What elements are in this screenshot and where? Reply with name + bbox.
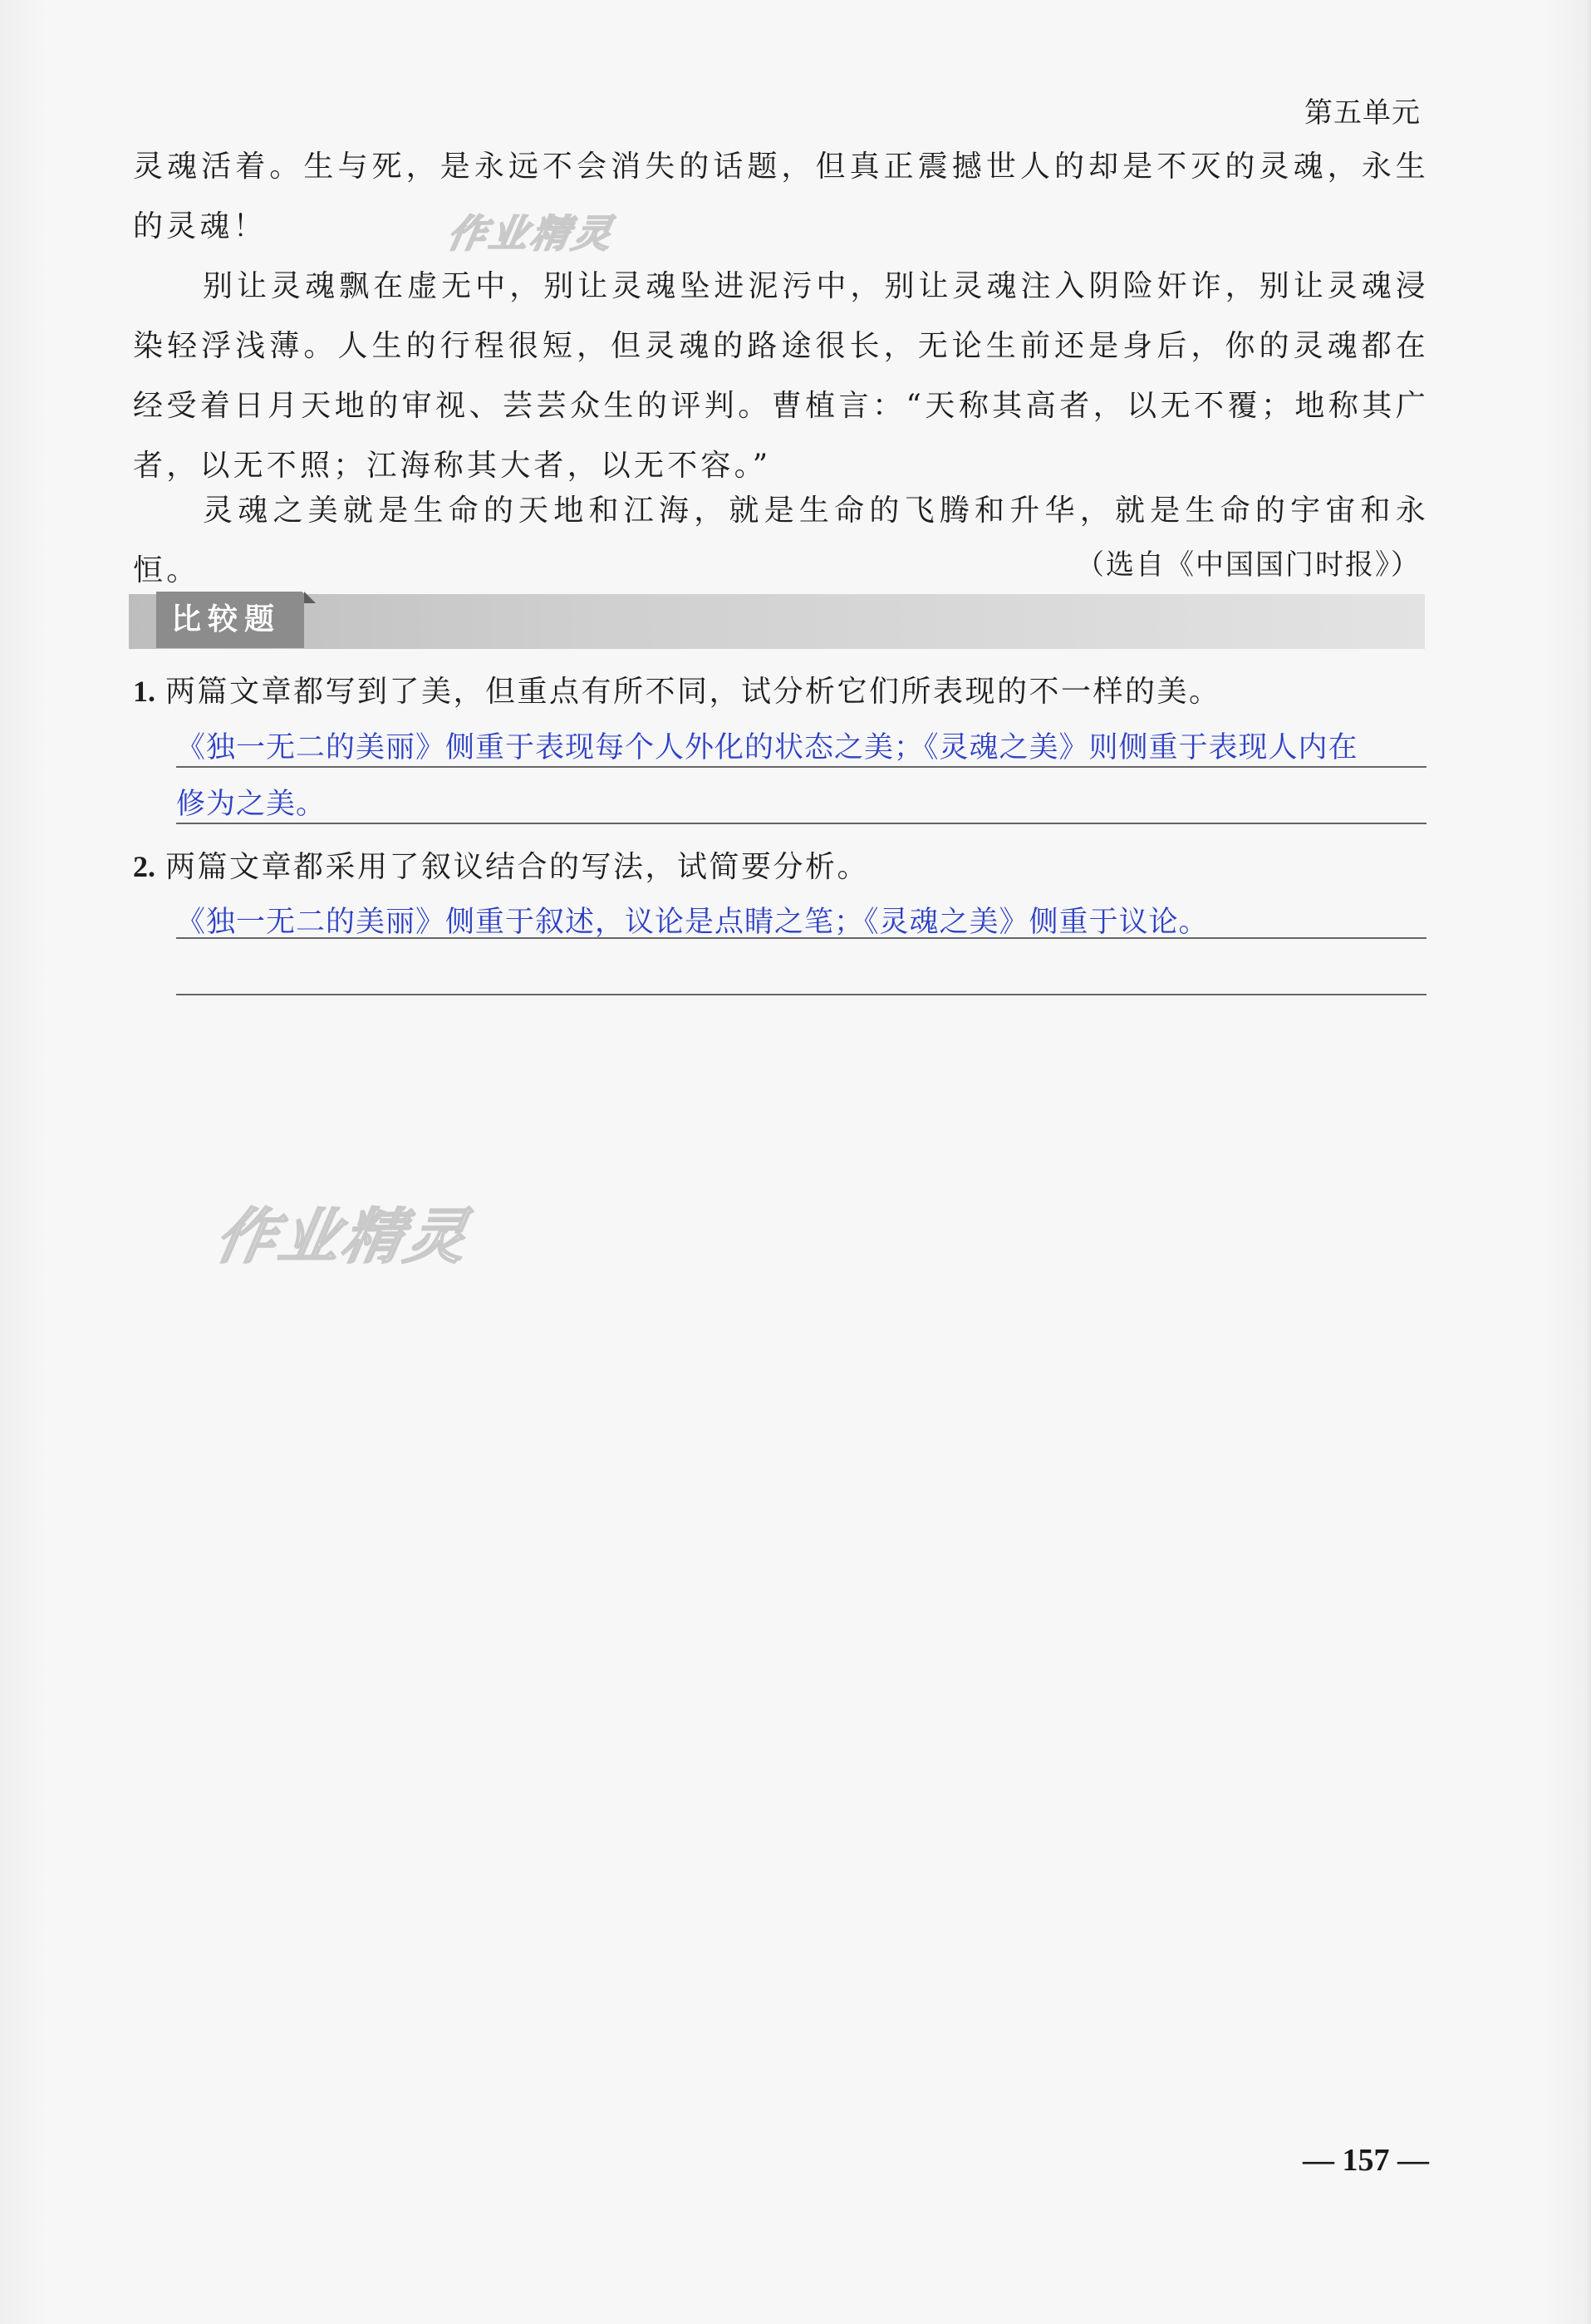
question-number: 1. — [133, 675, 155, 708]
source-citation: （选自《中国国门时报》） — [1076, 548, 1421, 582]
question-number: 2. — [133, 850, 155, 883]
question-text: 两篇文章都采用了叙议结合的写法，试简要分析。 — [165, 850, 870, 884]
passage-paragraph-1 — [133, 137, 1429, 257]
section-header-bar — [129, 594, 1425, 649]
page-edge-shadow — [1586, 0, 1591, 2324]
section-title: 比较题 — [156, 592, 304, 648]
paragraph-text: 灵魂活着。生与死，是永远不会消失的话题，但真正震撼世人的却是不灭的灵魂，永生的灵魂！ — [133, 150, 1429, 243]
answer-text-line: 修为之美。 — [176, 788, 327, 821]
paragraph-text: 别让灵魂飘在虚无中，别让灵魂坠进泥污中，别让灵魂注入阴险奸诈，别让灵魂浸染轻浮浅薄。人生的行程很短，但灵魂的路途很长，无论生前还是身后，你的灵魂都在经受着日月天地的审视、芸芸众生的评判。曹植言：“天称其高者，以无不覆；地称其广者，以无不照；江海称其大者，以无不容。” — [133, 269, 1429, 483]
question-text: 两篇文章都写到了美，但重点有所不同，试分析它们所表现的不一样的美。 — [165, 675, 1221, 709]
answer-underline — [176, 937, 1426, 939]
answer-text-line: 《独一无二的美丽》侧重于表现每个人外化的状态之美；《灵魂之美》则侧重于表现人内在 — [176, 731, 1358, 764]
question-2 — [133, 843, 869, 886]
answer-underline — [176, 994, 1426, 995]
paragraph-text: 灵魂之美就是生命的天地和江海，就是生命的飞腾和升华，就是生命的宇宙和永恒。 — [133, 494, 1429, 587]
answer-underline — [176, 823, 1426, 824]
passage-paragraph-2 — [133, 257, 1429, 496]
passage-paragraph-3 — [133, 481, 1429, 601]
watermark-logo: 作业精灵 — [444, 211, 619, 256]
unit-header: 第五单元 — [1304, 96, 1421, 130]
answer-text-line: 《独一无二的美丽》侧重于叙述，议论是点睛之笔；《灵魂之美》侧重于议论。 — [176, 906, 1209, 939]
page-number: — 157 — — [1303, 2143, 1429, 2178]
question-1 — [133, 668, 1221, 710]
watermark-logo: 作业精灵 — [210, 1201, 476, 1271]
answer-underline — [176, 766, 1426, 768]
